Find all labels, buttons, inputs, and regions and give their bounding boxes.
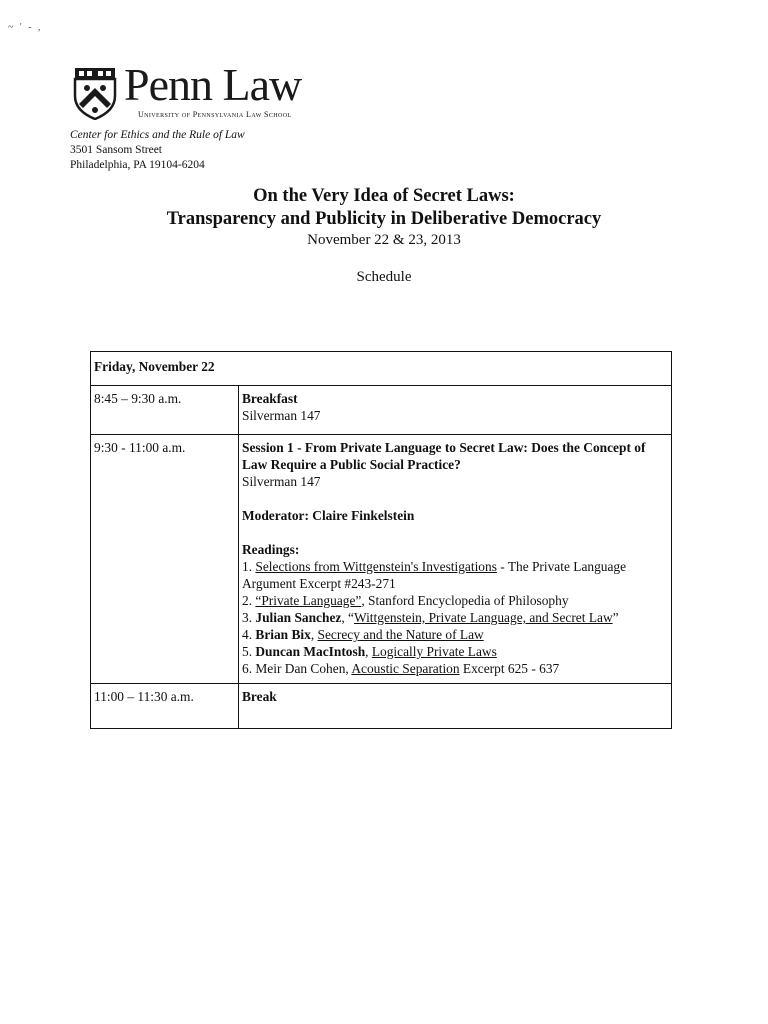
event-title: Break — [242, 689, 277, 704]
address-block — [70, 128, 245, 173]
reading-link[interactable]: Logically Private Laws — [371, 644, 497, 659]
event-location: Silverman 147 — [242, 474, 321, 489]
reading-author: Meir Dan Cohen — [255, 661, 346, 676]
title-line-1: On the Very Idea of Secret Laws: — [253, 186, 515, 206]
reading-link[interactable]: Wittgenstein, Private Language, and Secret Law — [353, 610, 613, 625]
day-header: Friday, November 22 — [91, 352, 672, 386]
table-row — [91, 435, 672, 684]
reading-link[interactable]: Acoustic Separation — [351, 661, 460, 676]
day-header-row — [91, 352, 672, 386]
street-address: 3501 Sansom Street — [70, 144, 162, 156]
reading-link[interactable]: “Private Language” — [255, 593, 362, 608]
reading-item: 6. Meir Dan Cohen, Acoustic Separation Excerpt 625 - 637 — [242, 661, 560, 676]
reading-item: 2. “Private Language”, Stanford Encyclopedia of Philosophy — [242, 593, 569, 608]
time-cell: 9:30 - 11:00 a.m. — [91, 435, 239, 684]
reading-item: 4. Brian Bix, Secrecy and the Nature of Law — [242, 627, 484, 642]
event-dates: November 22 & 23, 2013 — [307, 232, 461, 248]
readings-label: Readings: — [242, 542, 300, 557]
center-name: Center for Ethics and the Rule of Law — [70, 129, 245, 141]
schedule-table — [90, 351, 672, 729]
session-title: Session 1 - From Private Language to Secret Law: Does the Concept of Law Require a Public Social Practice? — [242, 440, 646, 472]
city-address: Philadelphia, PA 19104-6204 — [70, 159, 205, 171]
logo-wordmark: Penn Law — [124, 59, 302, 110]
penn-law-logo — [72, 59, 332, 124]
event-cell — [239, 435, 672, 684]
time-cell: 11:00 – 11:30 a.m. — [91, 684, 239, 729]
schedule-label: Schedule — [356, 269, 412, 285]
event-location: Silverman 147 — [242, 408, 321, 423]
time-cell: 8:45 – 9:30 a.m. — [91, 386, 239, 435]
scan-artifact: ~ ' - , — [8, 22, 43, 33]
table-row — [91, 684, 672, 729]
table-row — [91, 386, 672, 435]
title-line-2: Transparency and Publicity in Deliberative Democracy — [166, 209, 602, 229]
event-cell — [239, 386, 672, 435]
reading-item: 1. Selections from Wittgenstein's Investigations - The Private Language Argument Excerpt #243-271 — [242, 559, 627, 591]
event-title: Breakfast — [242, 391, 298, 406]
reading-item: 5. Duncan MacIntosh, Logically Private Laws — [242, 644, 497, 659]
reading-item: 3. Julian Sanchez, “Wittgenstein, Private Language, and Secret Law” — [242, 610, 619, 625]
reading-author: Brian Bix — [255, 627, 311, 642]
reading-link[interactable]: Selections from Wittgenstein's Investigations — [255, 559, 497, 574]
reading-link[interactable]: Secrecy and the Nature of Law — [317, 627, 484, 642]
logo-subtitle: University of Pennsylvania Law School — [138, 110, 292, 119]
event-cell — [239, 684, 672, 729]
reading-author: Duncan MacIntosh — [255, 644, 366, 659]
penn-shield-icon — [72, 66, 118, 120]
moderator: Moderator: Claire Finkelstein — [242, 508, 415, 523]
document-heading — [0, 185, 768, 286]
reading-author: Julian Sanchez — [255, 610, 342, 625]
